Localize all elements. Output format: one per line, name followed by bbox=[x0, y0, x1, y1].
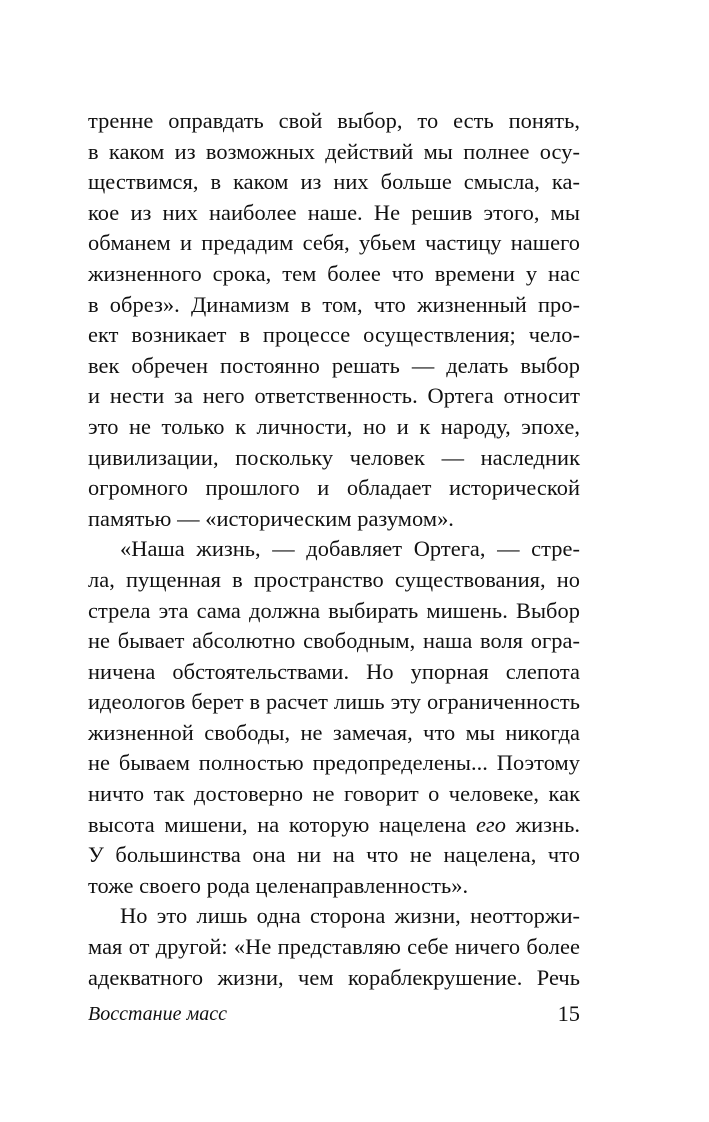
text-line: огромного прошлого и обладает исторической bbox=[88, 475, 580, 501]
text-line: век обречен постоянно решать — делать выбор bbox=[88, 352, 580, 378]
page-body bbox=[88, 106, 580, 993]
text-line: ект возникает в процессе осуществления; чело- bbox=[88, 322, 580, 348]
text-line: в каком из возможных действий мы полнее осу- bbox=[88, 138, 580, 164]
text-line: ла, пущенная в пространство существования, но bbox=[88, 566, 580, 592]
text-segment: жизнь. bbox=[515, 811, 580, 837]
text-line: жизненной свободы, не замечая, что мы никогда bbox=[88, 719, 580, 745]
text-line: обманем и предадим себя, убьем частицу нашего bbox=[88, 230, 580, 256]
page-footer bbox=[88, 1001, 580, 1033]
text-line: мая от другой: «Не представляю себе ничего более bbox=[88, 934, 580, 960]
text-line: памятью — «историческим разумом». bbox=[88, 505, 454, 531]
text-line: идеологов берет в расчет лишь эту ограниченность bbox=[88, 689, 580, 715]
page-number: 15 bbox=[557, 1001, 580, 1026]
text-line: тоже своего рода целенаправленность». bbox=[88, 872, 469, 898]
text-line: адекватного жизни, чем кораблекрушение. Речь bbox=[88, 964, 580, 990]
text-line: не бывает абсолютно свободным, наша воля огра- bbox=[88, 628, 580, 654]
text-line: ществимся, в каком из них больше смысла, ка- bbox=[88, 169, 580, 195]
text-line: не бываем полностью предопределены... Поэтому bbox=[88, 750, 580, 776]
text-segment: высота мишени, на которую нацелена bbox=[88, 811, 467, 837]
running-title: Восстание масс bbox=[88, 1003, 227, 1025]
text-line: стрела эта сама должна выбирать мишень. Выбор bbox=[88, 597, 580, 623]
text-line-with-emphasis bbox=[88, 810, 580, 841]
text-line: это не только к личности, но и к народу, эпохе, bbox=[88, 413, 580, 439]
emphasis-text: его bbox=[475, 811, 506, 837]
text-line: и нести за него ответственность. Ортега относит bbox=[88, 383, 580, 409]
text-line: жизненного срока, тем более что времени у нас bbox=[88, 260, 580, 286]
text-line: ничто так достоверно не говорит о человеке, как bbox=[88, 781, 580, 807]
text-line: Но это лишь одна сторона жизни, неотторжи- bbox=[120, 903, 580, 929]
text-line: тренне оправдать свой выбор, то есть понять, bbox=[88, 108, 580, 133]
text-line: «Наша жизнь, — добавляет Ортега, — стре- bbox=[120, 536, 580, 562]
text-line: в обрез». Динамизм в том, что жизненный про- bbox=[88, 291, 580, 317]
text-line: кое из них наиболее наше. Не решив этого, мы bbox=[88, 199, 580, 225]
text-line: цивилизации, поскольку человек — наследник bbox=[88, 444, 580, 470]
text-line: ничена обстоятельствами. Но упорная слепота bbox=[88, 658, 580, 684]
text-line: У большинства она ни на что не нацелена, что bbox=[88, 842, 580, 868]
